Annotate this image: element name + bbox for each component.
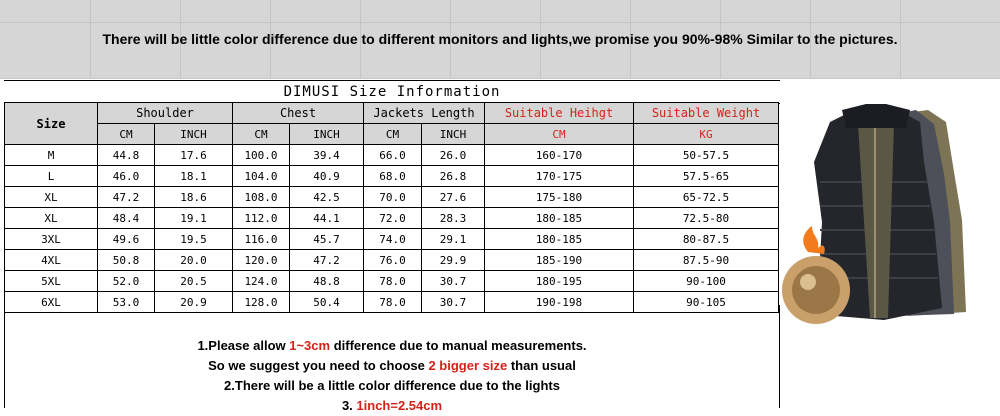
measure-cell: 30.7 (422, 292, 485, 313)
measure-cell: 185-190 (485, 250, 634, 271)
measure-cell: 180-185 (485, 229, 634, 250)
note-highlight: 1inch=2.54cm (356, 398, 443, 413)
note-highlight: 1~3cm (289, 338, 331, 353)
measure-cell: 26.8 (422, 166, 485, 187)
note-text: than usual (507, 358, 576, 373)
measure-cell: 44.8 (98, 145, 155, 166)
color-disclaimer: There will be little color difference due to different monitors and lights,we promise you 90%-98% Similar to the pictures. (102, 31, 898, 47)
measure-cell: 18.1 (155, 166, 233, 187)
measure-cell: 52.0 (98, 271, 155, 292)
measure-cell: 49.6 (98, 229, 155, 250)
unit-cell: CM (364, 124, 422, 145)
measure-cell: 29.9 (422, 250, 485, 271)
size-cell: 6XL (5, 292, 98, 313)
measure-cell: 170-175 (485, 166, 634, 187)
size-rows (5, 145, 779, 313)
size-cell: M (5, 145, 98, 166)
note-text: 3. (341, 398, 357, 413)
measure-cell: 29.1 (422, 229, 485, 250)
measure-cell: 46.0 (98, 166, 155, 187)
measure-cell: 160-170 (485, 145, 634, 166)
vest-product-image (778, 102, 1000, 332)
unit-cell: INCH (422, 124, 485, 145)
measure-cell: 40.9 (290, 166, 364, 187)
header-suitable-height: Suitable Heihgt (485, 103, 634, 124)
header-size: Size (5, 103, 98, 145)
measure-cell: 28.3 (422, 208, 485, 229)
measure-cell: 70.0 (364, 187, 422, 208)
size-table (4, 102, 779, 313)
measure-cell: 180-185 (485, 208, 634, 229)
unit-cell: INCH (155, 124, 233, 145)
measure-cell: 19.1 (155, 208, 233, 229)
measure-cell: 112.0 (233, 208, 290, 229)
measure-cell: 48.4 (98, 208, 155, 229)
note-highlight: 2 bigger size (428, 358, 508, 373)
measure-cell: 108.0 (233, 187, 290, 208)
note-line-3: 2.There will be a little color difference due to the lights (224, 378, 560, 393)
fur-highlight (800, 274, 816, 290)
measure-cell: 20.9 (155, 292, 233, 313)
table-row (5, 250, 779, 271)
measure-cell: 17.6 (155, 145, 233, 166)
measure-cell: 66.0 (364, 145, 422, 166)
table-row (5, 145, 779, 166)
measure-cell: 19.5 (155, 229, 233, 250)
size-cell: 4XL (5, 250, 98, 271)
note-text: 1.Please allow (197, 338, 290, 353)
measure-cell: 53.0 (98, 292, 155, 313)
measure-cell: 116.0 (233, 229, 290, 250)
unit-cell: CM (233, 124, 290, 145)
table-row (5, 271, 779, 292)
size-table-title: DIMUSI Size Information (4, 80, 780, 104)
note-line-2 (5, 356, 779, 376)
table-row (5, 166, 779, 187)
header-jacket-length: Jackets Length (364, 103, 485, 124)
measure-cell: 42.5 (290, 187, 364, 208)
header-row (5, 103, 779, 124)
measure-cell: 128.0 (233, 292, 290, 313)
header-shoulder: Shoulder (98, 103, 233, 124)
measure-cell: 180-195 (485, 271, 634, 292)
measure-cell: 104.0 (233, 166, 290, 187)
measure-cell: 26.0 (422, 145, 485, 166)
measure-cell: 18.6 (155, 187, 233, 208)
measure-cell: 65-72.5 (634, 187, 779, 208)
measure-cell: 190-198 (485, 292, 634, 313)
measure-cell: 50-57.5 (634, 145, 779, 166)
measure-cell: 76.0 (364, 250, 422, 271)
vest-illustration (778, 102, 1000, 332)
measure-cell: 87.5-90 (634, 250, 779, 271)
table-row (5, 229, 779, 250)
measure-cell: 78.0 (364, 271, 422, 292)
unit-cell: KG (634, 124, 779, 145)
header-suitable-weight: Suitable Weight (634, 103, 779, 124)
measure-cell: 100.0 (233, 145, 290, 166)
measure-cell: 39.4 (290, 145, 364, 166)
measure-cell: 74.0 (364, 229, 422, 250)
unit-row (5, 124, 779, 145)
unit-cell: CM (98, 124, 155, 145)
measure-cell: 80-87.5 (634, 229, 779, 250)
measure-cell: 72.0 (364, 208, 422, 229)
measure-cell: 124.0 (233, 271, 290, 292)
fur-swatch-inner (792, 266, 840, 314)
measure-cell: 90-100 (634, 271, 779, 292)
grid-line (0, 22, 1000, 23)
note-text: So we suggest you need to choose (208, 358, 429, 373)
header-chest: Chest (233, 103, 364, 124)
measure-cell: 78.0 (364, 292, 422, 313)
measure-cell: 20.5 (155, 271, 233, 292)
top-banner (0, 0, 1000, 79)
collar-shape (842, 104, 910, 128)
table-row (5, 208, 779, 229)
size-cell: XL (5, 208, 98, 229)
measure-cell: 57.5-65 (634, 166, 779, 187)
measure-cell: 44.1 (290, 208, 364, 229)
measure-cell: 72.5-80 (634, 208, 779, 229)
size-title-bar (4, 80, 1000, 104)
notes-section (4, 305, 780, 413)
measure-cell: 50.4 (290, 292, 364, 313)
note-line-1 (5, 336, 779, 356)
measure-cell: 47.2 (290, 250, 364, 271)
measure-cell: 47.2 (98, 187, 155, 208)
measure-cell: 90-105 (634, 292, 779, 313)
measure-cell: 50.8 (98, 250, 155, 271)
size-cell: 5XL (5, 271, 98, 292)
size-cell: L (5, 166, 98, 187)
measure-cell: 120.0 (233, 250, 290, 271)
measure-cell: 27.6 (422, 187, 485, 208)
size-cell: XL (5, 187, 98, 208)
measure-cell: 20.0 (155, 250, 233, 271)
note-line-4 (5, 396, 779, 416)
unit-cell: CM (485, 124, 634, 145)
measure-cell: 30.7 (422, 271, 485, 292)
note-text: difference due to manual measurements. (330, 338, 587, 353)
measure-cell: 48.8 (290, 271, 364, 292)
measure-cell: 175-180 (485, 187, 634, 208)
measure-cell: 45.7 (290, 229, 364, 250)
table-row (5, 187, 779, 208)
measure-cell: 68.0 (364, 166, 422, 187)
unit-cell: INCH (290, 124, 364, 145)
size-cell: 3XL (5, 229, 98, 250)
